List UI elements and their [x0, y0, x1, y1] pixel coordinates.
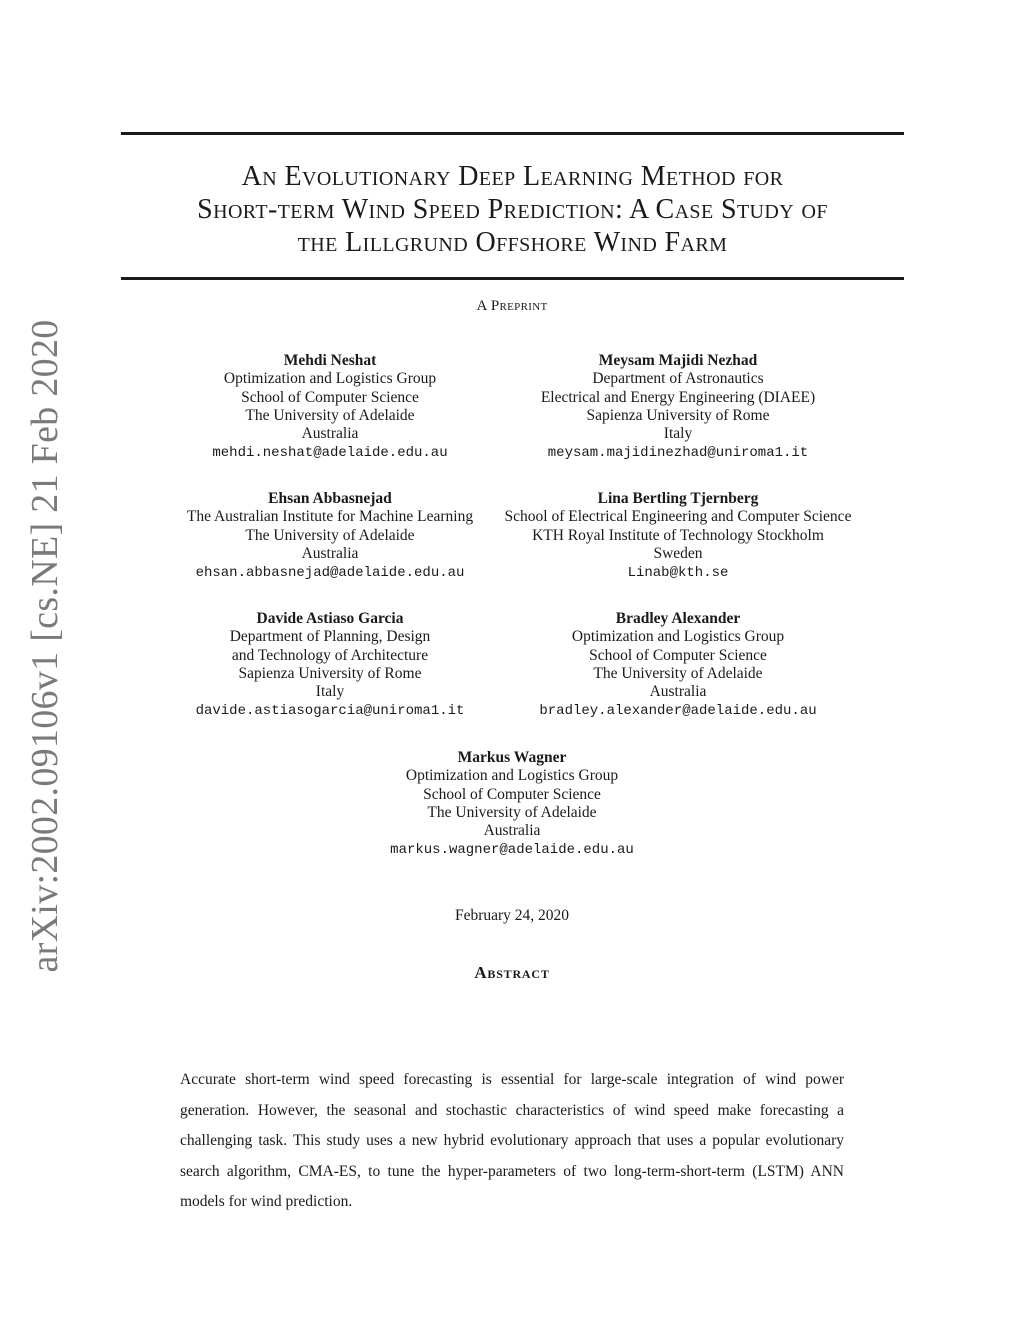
author-affiliation-line: Department of Astronautics: [592, 370, 764, 388]
author-affiliation-line: The University of Adelaide: [245, 526, 415, 544]
title-line-2: Short-term Wind Speed Prediction: A Case Study of: [197, 194, 828, 225]
author-block: [468, 610, 888, 721]
author-name: Davide Astiaso Garcia: [256, 610, 404, 627]
author-affiliation-line: Australia: [483, 822, 541, 840]
author-name: Mehdi Neshat: [283, 352, 377, 369]
author-affiliation-line: and Technology of Architecture: [231, 646, 429, 664]
title-line-3: the Lillgrund Offshore Wind Farm: [297, 227, 728, 258]
author-affiliation-line: Italy: [663, 425, 693, 443]
author-email[interactable]: bradley.alexander@adelaide.edu.au: [539, 703, 817, 720]
author-affiliation-line: Electrical and Energy Engineering (DIAEE): [540, 388, 816, 406]
author-affiliation-line: School of Electrical Engineering and Computer Science: [504, 508, 852, 526]
author-affiliation-line: Optimization and Logistics Group: [223, 370, 437, 388]
author-name: Bradley Alexander: [615, 610, 741, 627]
title-top-rule: [121, 132, 904, 135]
author-affiliation-line: School of Computer Science: [423, 785, 601, 803]
author-email[interactable]: meysam.majidinezhad@uniroma1.it: [547, 445, 809, 462]
publication-date: February 24, 2020: [454, 907, 570, 924]
author-email[interactable]: markus.wagner@adelaide.edu.au: [390, 842, 634, 859]
author-affiliation-line: The University of Adelaide: [427, 803, 597, 821]
author-block: [468, 352, 888, 463]
author-affiliation-line: Sweden: [653, 544, 703, 562]
author-affiliation-line: KTH Royal Institute of Technology Stockholm: [532, 526, 824, 544]
author-name: Markus Wagner: [457, 749, 567, 766]
author-email[interactable]: mehdi.neshat@adelaide.edu.au: [212, 445, 448, 462]
author-affiliation-line: School of Computer Science: [241, 388, 419, 406]
paper-title: [121, 160, 904, 259]
author-affiliation-line: Optimization and Logistics Group: [405, 767, 619, 785]
author-name: Ehsan Abbasnejad: [268, 490, 392, 507]
author-affiliation-line: Sapienza University of Rome: [238, 664, 422, 682]
author-email[interactable]: ehsan.abbasnejad@adelaide.edu.au: [195, 565, 465, 582]
author-affiliation-line: School of Computer Science: [589, 646, 767, 664]
abstract-heading: Abstract: [474, 963, 550, 982]
author-block: [312, 749, 712, 860]
author-affiliation-line: Italy: [315, 683, 345, 701]
author-name: Lina Bertling Tjernberg: [597, 490, 759, 507]
author-affiliation-line: Australia: [301, 425, 359, 443]
abstract-text: Accurate short-term wind speed forecasting is essential for large-scale integration of wind power generation. However, the seasonal and stochastic characteristics of wind speed make forecasting a challenging task. This study uses a new hybrid evolutionary approach that uses a popular evolutionary search algorithm, CMA-ES, to tune the hyper-parameters of two long-term-short-term (LSTM) ANN models for wind prediction.: [180, 1071, 844, 1210]
author-affiliation-line: Australia: [301, 544, 359, 562]
arxiv-identifier-stamp: arXiv:2002.09106v1 [cs.NE] 21 Feb 2020: [24, 319, 66, 973]
author-email[interactable]: davide.astiasogarcia@uniroma1.it: [195, 703, 465, 720]
preprint-label: A Preprint: [476, 298, 548, 314]
author-affiliation-line: The University of Adelaide: [593, 664, 763, 682]
author-affiliation-line: Department of Planning, Design: [229, 628, 431, 646]
author-email[interactable]: Linab@kth.se: [627, 565, 729, 582]
author-affiliation-line: The Australian Institute for Machine Learning: [186, 508, 474, 526]
title-line-1: An Evolutionary Deep Learning Method for: [241, 161, 784, 192]
title-bottom-rule: [121, 277, 904, 280]
author-affiliation-line: Australia: [649, 683, 707, 701]
author-affiliation-line: The University of Adelaide: [245, 406, 415, 424]
author-affiliation-line: Sapienza University of Rome: [586, 406, 770, 424]
author-affiliation-line: Optimization and Logistics Group: [571, 628, 785, 646]
author-block: [468, 490, 888, 582]
author-name: Meysam Majidi Nezhad: [598, 352, 758, 369]
